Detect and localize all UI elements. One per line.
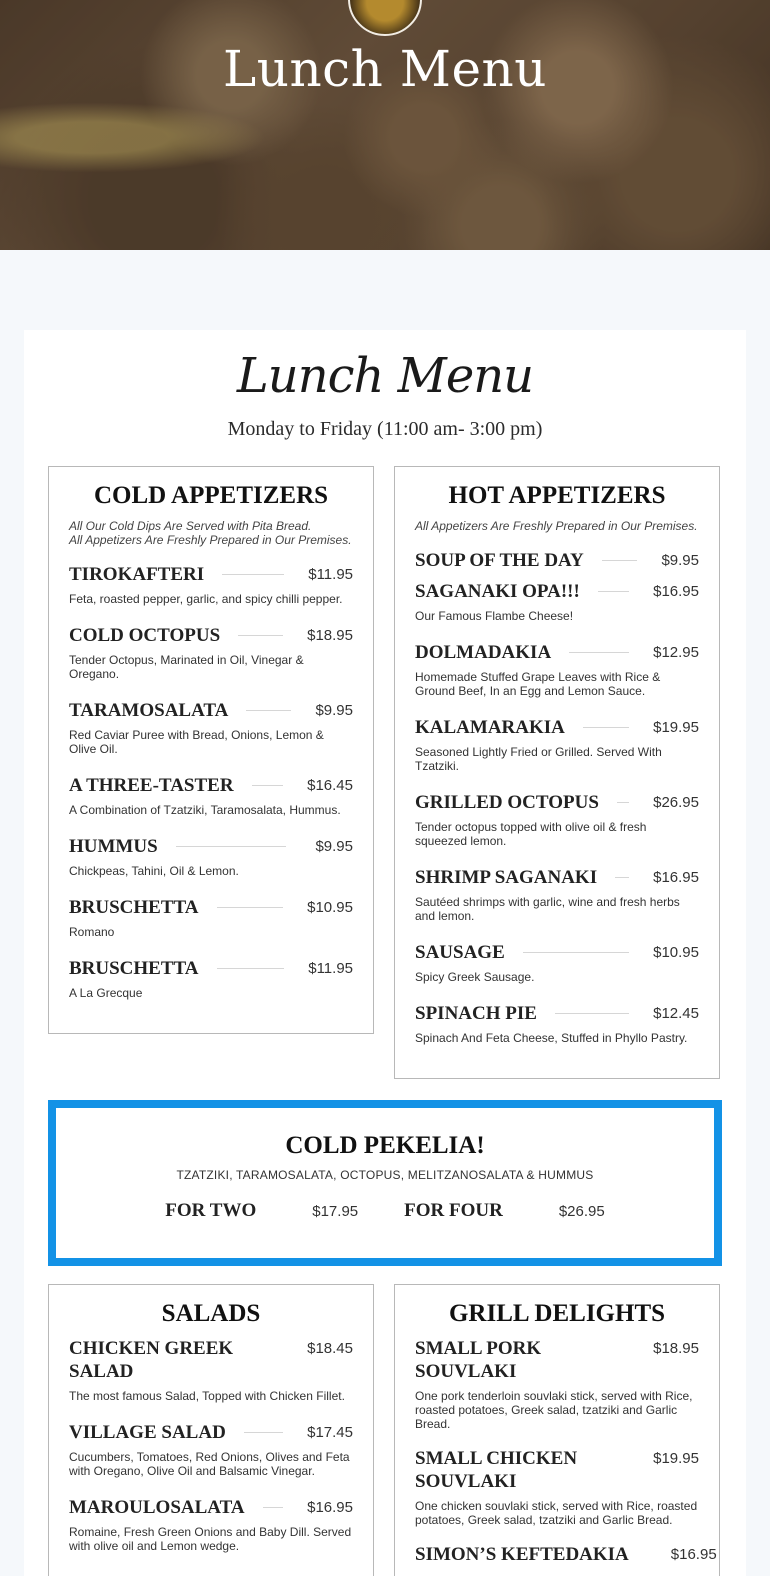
item-name: A THREE-TASTER: [69, 775, 234, 796]
item-desc: Sautéed shrimps with garlic, wine and fresh herbs and lemon.: [415, 895, 680, 923]
item-name: KALAMARAKIA: [415, 717, 565, 738]
item-leader: [569, 652, 629, 653]
item-desc: One chicken souvlaki stick, served with Rice, roasted potatoes, Greek salad, tzatziki and Garlic Bread.: [415, 1499, 698, 1527]
item-leader: [222, 574, 284, 575]
item-desc: A Combination of Tzatziki, Taramosalata, Hummus.: [69, 803, 341, 817]
item-desc: Romaine, Fresh Green Onions and Baby Dill. Served with olive oil and Lemon wedge.: [69, 1525, 352, 1553]
item-desc: Chickpeas, Tahini, Oil & Lemon.: [69, 864, 239, 878]
menu-hours: Monday to Friday (11:00 am- 3:00 pm): [227, 418, 543, 440]
pekelia-option-price: $17.95: [312, 1203, 359, 1220]
item-name: SAGANAKI OPA!!!: [415, 581, 580, 602]
menu-card: [24, 330, 746, 1576]
menu-item: [415, 1337, 699, 1431]
section-note-line: All Our Cold Dips Are Served with Pita Bread.: [69, 519, 312, 533]
item-name: SOUP OF THE DAY: [415, 550, 584, 571]
pekelia-option: [165, 1200, 404, 1222]
item-leader: [244, 1432, 283, 1433]
item-name: SPINACH PIE: [415, 1003, 537, 1024]
item-desc: Homemade Stuffed Grape Leaves with Rice & Ground Beef, In an Egg and Lemon Sauce.: [415, 670, 661, 698]
item-desc: Red Caviar Puree with Bread, Onions, Lemon & Olive Oil.: [69, 728, 324, 756]
salads-section: [48, 1284, 374, 1576]
menu-item: [415, 1002, 699, 1045]
item-price: $9.95: [315, 702, 353, 719]
item-price: $12.45: [653, 1005, 699, 1022]
item-leader: [217, 907, 284, 908]
item-name: TARAMOSALATA: [69, 700, 229, 721]
item-desc: A La Grecque: [69, 986, 143, 1000]
item-leader: [602, 560, 638, 561]
pekelia-options: [56, 1200, 714, 1222]
item-leader: [523, 952, 629, 953]
pekelia-subtitle: TZATZIKI, TARAMOSALATA, OCTOPUS, MELITZANOSALATA & HUMMUS: [176, 1168, 594, 1182]
item-price: $9.95: [661, 552, 699, 569]
restaurant-logo-icon[interactable]: [348, 0, 422, 36]
pekelia-option: [404, 1200, 605, 1222]
item-name: COLD OCTOPUS: [69, 625, 221, 646]
cold-appetizers-section: [48, 466, 374, 1034]
item-desc: Cucumbers, Tomatoes, Red Onions, Olives and Feta with Oregano, Olive Oil and Balsamic Vinegar.: [69, 1450, 350, 1478]
item-desc: Seasoned Lightly Fried or Grilled. Served With Tzatziki.: [415, 745, 662, 773]
item-desc: One pork tenderloin souvlaki stick, served with Rice, roasted potatoes, Greek salad, tzatziki and Garlic Bread.: [415, 1389, 693, 1431]
menu-item: [69, 1496, 353, 1553]
item-leader: [176, 846, 286, 847]
menu-item: [415, 941, 699, 984]
item-desc: Feta, roasted pepper, garlic, and spicy chilli pepper.: [69, 592, 343, 606]
item-price: $16.95: [653, 869, 699, 886]
item-price: $10.95: [653, 944, 699, 961]
item-desc: Romano: [69, 925, 115, 939]
menu-item: [69, 1421, 353, 1478]
menu-item: [415, 1543, 717, 1566]
item-price: $11.95: [308, 566, 353, 583]
item-leader: [217, 968, 285, 969]
menu-item: [415, 791, 699, 848]
item-leader: [555, 1013, 629, 1014]
item-name: TIROKAFTERI: [69, 564, 205, 585]
menu-item: [69, 624, 353, 681]
section-title: HOT APPETIZERS: [448, 482, 666, 509]
item-name: BRUSCHETTA: [69, 897, 199, 918]
item-price: $17.45: [307, 1424, 353, 1441]
item-name: MAROULOSALATA: [69, 1497, 245, 1518]
menu-item: [415, 716, 699, 773]
item-name: GRILLED OCTOPUS: [415, 792, 599, 813]
hero-banner: [0, 0, 770, 250]
hero-title: Lunch Menu: [223, 40, 547, 98]
pekelia-title: COLD PEKELIA!: [285, 1132, 485, 1159]
item-leader: [617, 802, 629, 803]
item-leader: [252, 785, 284, 786]
item-leader: [615, 877, 629, 878]
item-price: $18.95: [653, 1340, 699, 1357]
item-price: $26.95: [653, 794, 699, 811]
item-price: $11.95: [308, 960, 353, 977]
menu-item: [69, 774, 353, 817]
menu-item: [69, 699, 353, 756]
item-name: SIMON’S KEFTEDAKIA: [415, 1544, 629, 1565]
item-price: $19.95: [653, 1450, 699, 1467]
item-price: $19.95: [653, 719, 699, 736]
item-name: CHICKEN GREEK SALAD: [69, 1338, 234, 1382]
item-price: $16.95: [307, 1499, 353, 1516]
item-desc: Spicy Greek Sausage.: [415, 970, 535, 984]
item-price: $12.95: [653, 644, 699, 661]
item-price: $10.95: [307, 899, 353, 916]
item-leader: [263, 1507, 284, 1508]
menu-script-title: Lunch Menu: [236, 348, 534, 404]
item-name: SMALL PORK SOUVLAKI: [415, 1338, 542, 1382]
item-desc: Tender Octopus, Marinated in Oil, Vinegar & Oregano.: [69, 653, 304, 681]
item-price: $16.95: [670, 1546, 717, 1563]
item-price: $18.95: [307, 627, 353, 644]
item-leader: [583, 727, 629, 728]
menu-item: [69, 957, 353, 1000]
section-title: GRILL DELIGHTS: [448, 1300, 666, 1327]
item-price: $16.95: [653, 583, 699, 600]
menu-item: [69, 896, 353, 939]
section-title: COLD APPETIZERS: [93, 482, 329, 509]
menu-item: [415, 580, 699, 623]
item-price: $9.95: [315, 838, 353, 855]
pekelia-option-name: FOR TWO: [165, 1200, 257, 1221]
menu-item: [415, 641, 699, 698]
pekelia-option-price: $26.95: [558, 1203, 605, 1220]
section-note: All Appetizers Are Freshly Prepared in Our Premises.: [415, 519, 698, 533]
menu-item: [415, 866, 699, 923]
item-name: HUMMUS: [69, 836, 158, 857]
item-name: BRUSCHETTA: [69, 958, 199, 979]
item-name: SMALL CHICKEN SOUVLAKI: [415, 1448, 578, 1492]
menu-item: [415, 549, 699, 572]
item-desc: The most famous Salad, Topped with Chicken Fillet.: [69, 1389, 345, 1403]
hot-appetizers-section: [394, 466, 720, 1079]
item-price: $18.45: [307, 1340, 353, 1357]
section-title: SALADS: [161, 1300, 261, 1327]
item-name: SHRIMP SAGANAKI: [415, 867, 598, 888]
item-leader: [598, 591, 629, 592]
item-name: VILLAGE SALAD: [69, 1422, 226, 1443]
section-note-line: All Appetizers Are Freshly Prepared in Our Premises.: [69, 533, 352, 547]
menu-item: [69, 835, 353, 878]
item-desc: Tender octopus topped with olive oil & fresh squeezed lemon.: [415, 820, 647, 848]
menu-item: [69, 563, 353, 606]
cold-pekelia-box: [48, 1100, 722, 1266]
item-desc: Spinach And Feta Cheese, Stuffed in Phyllo Pastry.: [415, 1031, 688, 1045]
item-name: SAUSAGE: [415, 942, 505, 963]
menu-item: [415, 1447, 699, 1527]
pekelia-option-name: FOR FOUR: [404, 1200, 503, 1221]
item-leader: [246, 710, 291, 711]
item-desc: Our Famous Flambe Cheese!: [415, 609, 574, 623]
menu-item: [69, 1337, 353, 1403]
grill-delights-section: [394, 1284, 720, 1576]
item-leader: [238, 635, 283, 636]
section-note: [69, 519, 353, 547]
item-price: $16.45: [307, 777, 353, 794]
item-name: DOLMADAKIA: [415, 642, 552, 663]
